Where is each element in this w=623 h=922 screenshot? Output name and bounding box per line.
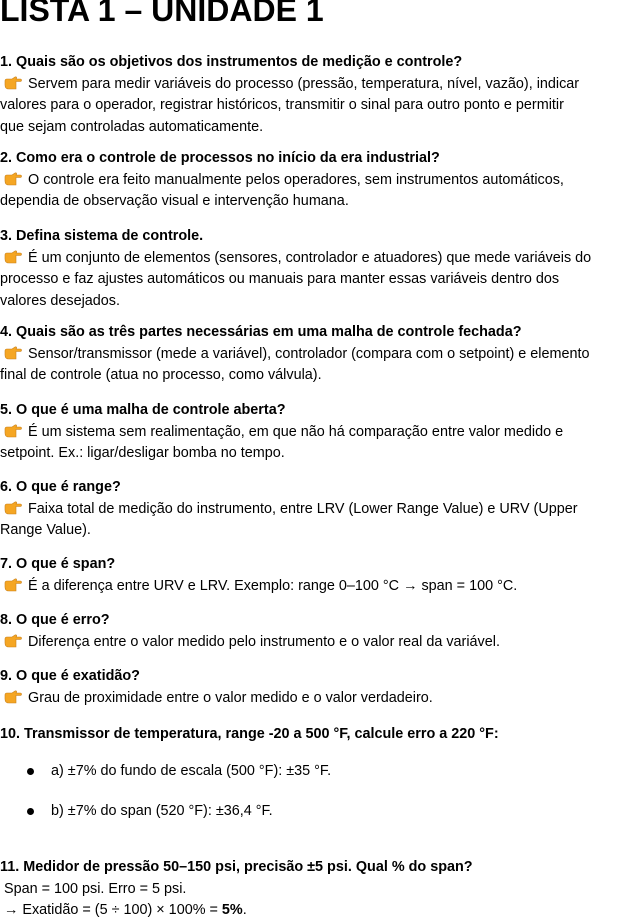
- answer-3-line-1: É um conjunto de elementos (sensores, controlador e atuadores) que mede variáveis do: [0, 248, 623, 270]
- question-8: 8. O que é erro?: [0, 612, 110, 628]
- question-5: 5. O que é uma malha de controle aberta?: [0, 402, 286, 418]
- answer-9-line-1: Grau de proximidade entre o valor medido e o valor verdadeiro.: [0, 688, 623, 710]
- list-item: b) ±7% do span (520 °F): ±36,4 °F.: [0, 801, 623, 823]
- answer-5-line-1: É um sistema sem realimentação, em que não há comparação entre valor medido e: [0, 422, 623, 444]
- question-7: 7. O que é span?: [0, 556, 116, 572]
- list-item: a) ±7% do fundo de escala (500 °F): ±35 °F.: [0, 761, 623, 783]
- pointing-hand-icon: [4, 690, 22, 704]
- answer-8-line-1: Diferença entre o valor medido pelo instrumento e o valor real da variável.: [0, 632, 623, 654]
- pointing-hand-icon: [4, 76, 22, 90]
- question-block-7: [0, 554, 623, 597]
- answer-3-line-3: valores desejados.: [0, 292, 120, 309]
- answer-7-line-1: É a diferença entre URV e LRV. Exemplo: range 0–100 °C → span = 100 °C.: [0, 576, 623, 598]
- question-block-10: [0, 724, 623, 746]
- answer-2-line-1: O controle era feito manualmente pelos operadores, sem instrumentos automáticos,: [0, 170, 623, 192]
- answer-11-line-2: → Exatidão = (5 ÷ 100) × 100% = 5%.: [4, 902, 247, 919]
- question-11: 11. Medidor de pressão 50–150 psi, precisão ±5 psi. Qual % do span?: [0, 859, 473, 875]
- question-1: 1. Quais são os objetivos dos instrumentos de medição e controle?: [0, 54, 463, 70]
- bullet-icon: [27, 808, 34, 815]
- pointing-hand-icon: [4, 634, 22, 648]
- answer-2-line-2: dependia de observação visual e intervenção humana.: [0, 193, 349, 210]
- question-2: 2. Como era o controle de processos no início da era industrial?: [0, 150, 440, 166]
- bullet-list-10b: [0, 801, 623, 823]
- pointing-hand-icon: [4, 501, 22, 515]
- question-6: 6. O que é range?: [0, 479, 121, 495]
- question-block-3: [0, 226, 623, 312]
- answer-1-line-2: valores para o operador, registrar históricos, transmitir o sinal para outro ponto e permitir: [0, 97, 564, 114]
- question-block-9: [0, 666, 623, 709]
- question-block-1: [0, 52, 623, 138]
- answer-6-line-2: Range Value).: [0, 522, 91, 539]
- answer-4-line-1: Sensor/transmissor (mede a variável), controlador (compara com o setpoint) e elemento: [0, 344, 623, 366]
- question-block-4: [0, 322, 623, 387]
- question-10: 10. Transmissor de temperatura, range -20 a 500 °F, calcule erro a 220 °F:: [0, 726, 499, 742]
- pointing-hand-icon: [4, 346, 22, 360]
- question-block-5: [0, 400, 623, 465]
- result-value: 5%: [221, 902, 243, 919]
- answer-6-line-1: Faixa total de medição do instrumento, entre LRV (Lower Range Value) e URV (Upper: [0, 499, 623, 521]
- question-4: 4. Quais são as três partes necessárias em uma malha de controle fechada?: [0, 324, 522, 340]
- pointing-hand-icon: [4, 250, 22, 264]
- question-9: 9. O que é exatidão?: [0, 668, 140, 684]
- question-3: 3. Defina sistema de controle.: [0, 228, 204, 244]
- pointing-hand-icon: [4, 424, 22, 438]
- pointing-hand-icon: [4, 172, 22, 186]
- answer-4-line-2: final de controle (atua no processo, como válvula).: [0, 367, 322, 384]
- answer-1-line-3: que sejam controladas automaticamente.: [0, 118, 264, 135]
- answer-11-line-1: Span = 100 psi. Erro = 5 psi.: [4, 880, 187, 897]
- bullet-icon: [27, 768, 34, 775]
- question-block-2: [0, 148, 623, 213]
- question-block-8: [0, 610, 623, 653]
- answer-5-line-2: setpoint. Ex.: ligar/desligar bomba no tempo.: [0, 445, 285, 462]
- bullet-list-10: [0, 761, 623, 783]
- answer-1-line-1: Servem para medir variáveis do processo (pressão, temperatura, nível, vazão), indicar: [0, 74, 623, 96]
- page-title: LISTA 1 – UNIDADE 1: [0, 0, 324, 28]
- question-block-6: [0, 477, 623, 542]
- answer-3-line-2: processo e faz ajustes automáticos ou manuais para manter essas variáveis dentro dos: [0, 271, 560, 288]
- pointing-hand-icon: [4, 578, 22, 592]
- question-block-11: [0, 857, 623, 922]
